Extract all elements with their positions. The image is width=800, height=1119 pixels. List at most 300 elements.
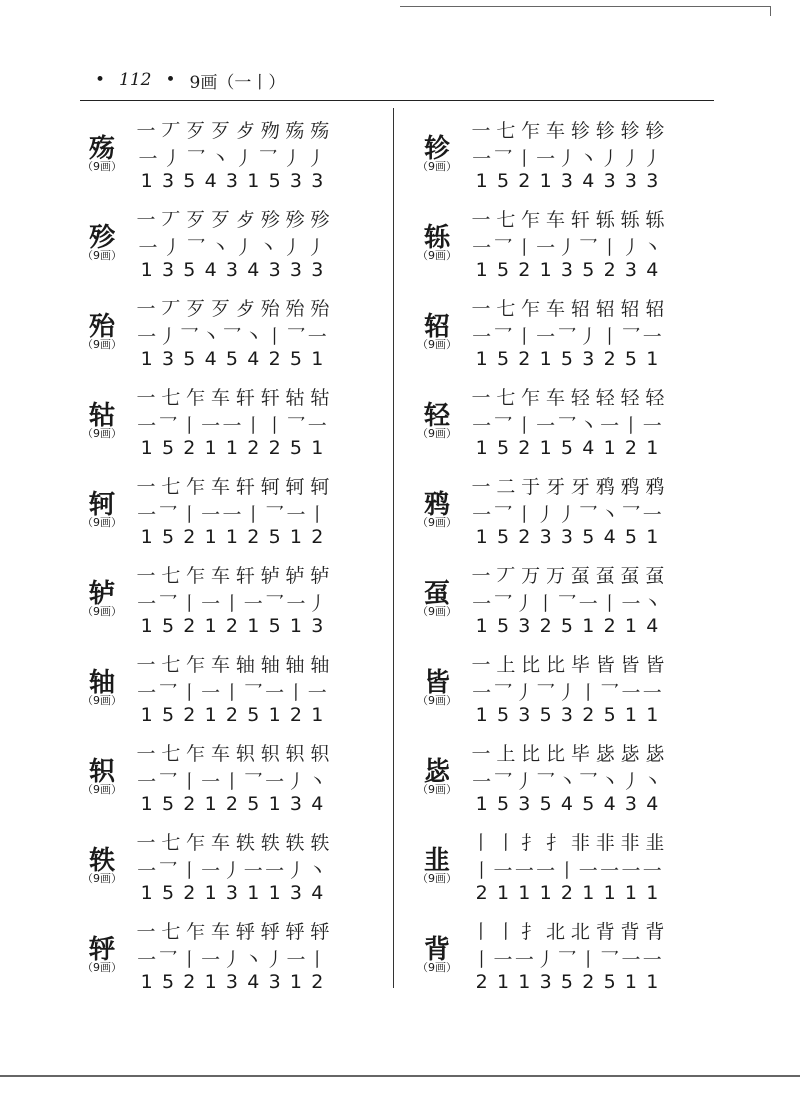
order-digit: 1: [518, 971, 531, 993]
order-digit: 2: [183, 971, 196, 993]
stroke-shape: 丶: [578, 148, 598, 170]
build-step: 轶: [260, 832, 278, 854]
order-digit: 1: [140, 615, 153, 637]
order-digit: 3: [624, 793, 637, 815]
build-step: 轺: [620, 298, 638, 320]
order-digit: 3: [518, 704, 531, 726]
character-entry: [405, 108, 735, 197]
build-step: 一: [471, 654, 489, 676]
build-step: 一: [471, 565, 489, 587]
stroke-build-sequence: [136, 383, 328, 410]
stroke-shape: 丨: [621, 415, 641, 437]
build-step: 轻: [595, 387, 613, 409]
build-step: 轹: [595, 209, 613, 231]
stroke-shape: 乛: [493, 237, 513, 259]
character-entry: [405, 197, 735, 286]
order-digit: 3: [225, 882, 239, 904]
scan-top-line: [400, 6, 770, 7]
order-digit: 1: [204, 793, 217, 815]
stroke-shape: 丨: [578, 682, 598, 704]
stroke-shape: 丨: [179, 593, 199, 615]
stroke-shape: 一: [222, 504, 242, 526]
stroke-shape: 一: [137, 771, 157, 793]
build-step: 于: [521, 476, 539, 498]
order-digit: 1: [268, 704, 281, 726]
stroke-shape: 丿: [578, 326, 598, 348]
stroke-shape: 丶: [307, 860, 327, 882]
scan-right-edge: [770, 6, 771, 16]
stroke-shape: 一: [137, 326, 157, 348]
head-character: 轴: [88, 668, 115, 698]
stroke-count-label: （9画）: [417, 338, 457, 351]
head-character: 殆: [88, 312, 115, 342]
build-step: 轶: [285, 832, 303, 854]
build-step: 乍: [186, 654, 204, 676]
stroke-shape: 丨: [179, 860, 199, 882]
build-step: 轵: [285, 743, 303, 765]
head-character: 鸦: [423, 490, 450, 520]
stroke-shape: 一: [137, 415, 157, 437]
stroke-shape: 丨: [265, 415, 285, 437]
character-entry: [70, 909, 400, 998]
order-digit: 4: [204, 348, 217, 370]
build-step: 毕: [570, 743, 588, 765]
order-digit: 5: [268, 526, 281, 548]
stroke-order-digits: [136, 348, 328, 370]
build-step: 车: [211, 743, 229, 765]
stroke-shape: 乛: [600, 949, 620, 971]
order-digit: 5: [161, 971, 175, 993]
build-step: 歾: [260, 120, 278, 142]
stroke-build-sequence: [471, 294, 663, 321]
stroke-order-digits: [471, 437, 663, 459]
build-step: 轵: [260, 743, 278, 765]
order-digit: 3: [518, 615, 531, 637]
stroke-count-label: （9画）: [82, 694, 122, 707]
build-step: 一: [136, 476, 154, 498]
character-entry: [70, 731, 400, 820]
build-step: 车: [211, 387, 229, 409]
order-digit: 4: [646, 793, 659, 815]
build-step: 七: [161, 654, 179, 676]
order-digit: 5: [183, 259, 196, 281]
stroke-build-sequence: [471, 116, 663, 143]
build-step: 车: [211, 476, 229, 498]
order-digit: 3: [161, 170, 175, 192]
stroke-shape-sequence: [471, 945, 663, 972]
order-digit: 3: [603, 170, 616, 192]
build-step: 一: [471, 120, 489, 142]
stroke-shape: 一: [493, 860, 513, 882]
order-digit: 2: [518, 259, 531, 281]
order-digit: 5: [496, 526, 510, 548]
stroke-order-digits: [471, 882, 663, 904]
stroke-shape-sequence: [136, 589, 328, 616]
build-step: 轺: [645, 298, 663, 320]
build-step: 一: [136, 743, 154, 765]
build-step: 一: [136, 298, 154, 320]
order-digit: 3: [289, 882, 302, 904]
stroke-shape: 一: [472, 682, 492, 704]
stroke-shape: 丿: [286, 860, 306, 882]
order-digit: 2: [247, 437, 260, 459]
build-step: 丆: [161, 298, 179, 320]
stroke-count-label: （9画）: [82, 249, 122, 262]
build-step: 轴: [285, 654, 303, 676]
order-digit: 5: [603, 704, 616, 726]
build-step: 轴: [310, 654, 328, 676]
build-step: 车: [546, 209, 564, 231]
head-character: 轲: [88, 490, 115, 520]
stroke-count-label: （9画）: [417, 427, 457, 440]
stroke-build-sequence: [471, 828, 663, 855]
build-step: 毕: [570, 654, 588, 676]
stroke-shape: 一: [137, 682, 157, 704]
order-digit: 1: [475, 259, 488, 281]
stroke-shape: 一: [265, 860, 285, 882]
stroke-shape: 一: [600, 860, 620, 882]
order-digit: 2: [603, 348, 616, 370]
order-digit: 3: [289, 170, 302, 192]
stroke-shape-sequence: [136, 500, 328, 527]
order-digit: 5: [496, 170, 510, 192]
build-step: 轲: [310, 476, 328, 498]
character-entry: [70, 553, 400, 642]
stroke-shape: 丨: [514, 237, 534, 259]
build-step: 殄: [310, 209, 328, 231]
build-step: 轸: [620, 120, 638, 142]
build-step: 比: [546, 654, 564, 676]
stroke-shape: 乛: [158, 860, 178, 882]
stroke-shape: 丿: [222, 949, 242, 971]
build-step: 上: [496, 654, 514, 676]
stroke-shape: 一: [201, 682, 221, 704]
stroke-shape: 一: [642, 415, 662, 437]
build-step: 七: [161, 387, 179, 409]
character-entry: [70, 375, 400, 464]
order-digit: 4: [582, 170, 595, 192]
stroke-count-label: （9画）: [417, 872, 457, 885]
stroke-shape: 乛: [493, 415, 513, 437]
build-step: 万: [546, 565, 564, 587]
stroke-shape: 丨: [179, 771, 199, 793]
stroke-order-digits: [136, 170, 328, 192]
order-digit: 1: [140, 526, 153, 548]
stroke-shape: 乛: [493, 593, 513, 615]
build-step: 鸦: [595, 476, 613, 498]
build-step: 殇: [285, 120, 303, 142]
build-step: 一: [471, 743, 489, 765]
order-digit: 1: [140, 437, 153, 459]
stroke-shape: 丿: [306, 148, 326, 170]
stroke-shape: 一: [201, 949, 221, 971]
stroke-shape: 一: [536, 237, 556, 259]
stroke-shape: 丨: [265, 326, 285, 348]
stroke-shape-sequence: [136, 144, 328, 171]
order-digit: 1: [646, 348, 659, 370]
order-digit: 5: [247, 704, 260, 726]
build-step: 轲: [285, 476, 303, 498]
stroke-shape: 乛: [258, 148, 278, 170]
build-step: 比: [521, 654, 539, 676]
build-step: 非: [620, 832, 638, 854]
order-digit: 2: [560, 882, 574, 904]
order-digit: 1: [475, 170, 488, 192]
order-digit: 5: [289, 348, 302, 370]
stroke-count-label: （9画）: [417, 249, 457, 262]
stroke-count-label: （9画）: [82, 427, 122, 440]
build-step: 七: [161, 743, 179, 765]
build-step: 轸: [570, 120, 588, 142]
build-step: 歹: [186, 209, 204, 231]
order-digit: 1: [496, 882, 510, 904]
order-digit: 3: [161, 259, 175, 281]
order-digit: 1: [624, 615, 637, 637]
stroke-shape: 乛: [286, 326, 306, 348]
stroke-shape: 丿: [162, 148, 182, 170]
stroke-shape-sequence: [136, 945, 328, 972]
stroke-shape: 丿: [514, 593, 534, 615]
stroke-shape: 乛: [621, 326, 641, 348]
order-digit: 5: [560, 437, 574, 459]
order-digit: 1: [539, 348, 552, 370]
build-step: 轷: [260, 921, 278, 943]
order-digit: 1: [624, 971, 637, 993]
stroke-shape: 乛: [578, 237, 598, 259]
order-digit: 1: [225, 526, 239, 548]
stroke-shape: 丨: [514, 148, 534, 170]
stroke-shape-sequence: [136, 678, 328, 705]
stroke-shape: 一: [138, 148, 158, 170]
stroke-shape: 丿: [162, 237, 182, 259]
stroke-shape: 一: [536, 860, 556, 882]
order-digit: 3: [268, 259, 281, 281]
build-step: 七: [496, 298, 514, 320]
stroke-shape-sequence: [136, 856, 328, 883]
order-digit: 3: [225, 259, 239, 281]
build-step: 比: [546, 743, 564, 765]
build-step: 乍: [186, 565, 204, 587]
stroke-shape-sequence: [471, 856, 663, 883]
character-entry: [405, 820, 735, 909]
stroke-shape: 丶: [210, 237, 230, 259]
stroke-shape: 丿: [621, 771, 641, 793]
head-character: 轻: [423, 401, 450, 431]
stroke-shape: 丿: [234, 237, 254, 259]
order-digit: 1: [204, 971, 217, 993]
stroke-build-sequence: [471, 917, 663, 944]
order-digit: 1: [289, 615, 302, 637]
order-digit: 4: [311, 882, 324, 904]
stroke-shape: 丶: [600, 771, 620, 793]
stroke-shape: 乛: [493, 504, 513, 526]
build-step: 歹: [211, 298, 229, 320]
build-step: 背: [620, 921, 638, 943]
order-digit: 5: [161, 526, 175, 548]
stroke-shape: 丨: [286, 682, 306, 704]
stroke-shape: 丶: [642, 593, 662, 615]
stroke-order-digits: [136, 882, 328, 904]
stroke-shape: 一: [472, 326, 492, 348]
header-bullet-left: •: [95, 70, 106, 90]
build-step: 轹: [645, 209, 663, 231]
order-digit: 2: [247, 526, 260, 548]
build-step: 殄: [285, 209, 303, 231]
build-step: 车: [211, 832, 229, 854]
stroke-shape: 丨: [536, 593, 556, 615]
order-digit: 4: [247, 259, 260, 281]
stroke-shape: 丿: [642, 148, 662, 170]
stroke-shape: 丨: [600, 326, 620, 348]
order-digit: 2: [225, 793, 239, 815]
stroke-shape: 丿: [621, 148, 641, 170]
stroke-count-label: （9画）: [82, 516, 122, 529]
build-step: 一: [471, 298, 489, 320]
order-digit: 2: [603, 259, 616, 281]
build-step: 七: [496, 209, 514, 231]
stroke-shape: 丨: [243, 415, 263, 437]
order-digit: 5: [268, 170, 281, 192]
stroke-shape: 乛: [265, 504, 285, 526]
stroke-build-sequence: [136, 650, 328, 677]
stroke-shape: 丿: [222, 860, 242, 882]
order-digit: 4: [582, 437, 595, 459]
stroke-shape: 乛: [222, 326, 242, 348]
build-step: 皆: [595, 654, 613, 676]
head-character: 韭: [423, 846, 450, 876]
page-number: 112: [119, 70, 152, 90]
order-digit: 2: [183, 793, 196, 815]
stroke-shape: 一: [201, 415, 221, 437]
build-step: 非: [595, 832, 613, 854]
stroke-shape-sequence: [471, 767, 663, 794]
stroke-shape-sequence: [471, 322, 663, 349]
stroke-shape: 乛: [621, 504, 641, 526]
stroke-count-label: （9画）: [82, 783, 122, 796]
stroke-shape: 丨: [578, 949, 598, 971]
stroke-order-digits: [471, 971, 663, 993]
order-digit: 1: [582, 882, 595, 904]
build-step: 皆: [645, 654, 663, 676]
stroke-shape: 丿: [234, 148, 254, 170]
stroke-shape: 一: [201, 771, 221, 793]
stroke-order-digits: [136, 615, 328, 637]
order-digit: 4: [204, 170, 217, 192]
order-digit: 4: [247, 348, 260, 370]
stroke-shape: 一: [578, 860, 598, 882]
order-digit: 2: [475, 882, 488, 904]
build-step: 歺: [235, 209, 253, 231]
stroke-shape: 丶: [258, 237, 278, 259]
head-character: 虿: [423, 579, 450, 609]
stroke-shape: 丨: [179, 682, 199, 704]
build-step: 一: [136, 387, 154, 409]
character-entry: [70, 197, 400, 286]
section-title: 9画（一丨）: [189, 72, 286, 93]
stroke-shape: 一: [307, 682, 327, 704]
stroke-build-sequence: [471, 650, 663, 677]
build-step: 乍: [186, 743, 204, 765]
build-step: 车: [546, 387, 564, 409]
order-digit: 2: [183, 882, 196, 904]
stroke-order-digits: [471, 170, 663, 192]
stroke-order-digits: [136, 259, 328, 281]
build-step: 轴: [235, 654, 253, 676]
stroke-shape: 一: [265, 771, 285, 793]
stroke-shape: 丶: [642, 237, 662, 259]
order-digit: 3: [560, 526, 574, 548]
order-digit: 5: [161, 704, 175, 726]
stroke-shape: 丶: [600, 504, 620, 526]
build-step: 轺: [570, 298, 588, 320]
order-digit: 1: [518, 882, 531, 904]
stroke-shape: 一: [201, 860, 221, 882]
build-step: 丨: [496, 832, 514, 854]
order-digit: 5: [624, 526, 637, 548]
order-digit: 3: [646, 170, 659, 192]
stroke-shape-sequence: [471, 678, 663, 705]
stroke-shape: 乛: [493, 771, 513, 793]
stroke-shape-sequence: [471, 500, 663, 527]
build-step: 轷: [235, 921, 253, 943]
head-character: 轳: [88, 579, 115, 609]
stroke-shape: 乛: [179, 326, 199, 348]
order-digit: 5: [560, 971, 574, 993]
stroke-shape-sequence: [136, 767, 328, 794]
build-step: 鸦: [645, 476, 663, 498]
stroke-shape: 丨: [472, 860, 492, 882]
build-step: 车: [546, 298, 564, 320]
stroke-shape: 一: [137, 949, 157, 971]
head-character: 毖: [423, 757, 450, 787]
stroke-build-sequence: [136, 472, 328, 499]
stroke-shape: 丨: [243, 504, 263, 526]
stroke-shape: 丿: [307, 593, 327, 615]
stroke-shape: 丿: [557, 682, 577, 704]
order-digit: 1: [247, 615, 260, 637]
build-step: 扌: [521, 832, 539, 854]
order-digit: 1: [646, 971, 659, 993]
order-digit: 2: [603, 615, 616, 637]
order-digit: 4: [603, 793, 616, 815]
order-digit: 2: [518, 170, 531, 192]
head-character: 轹: [423, 223, 450, 253]
stroke-shape: 丨: [307, 949, 327, 971]
order-digit: 1: [204, 704, 217, 726]
stroke-shape: 丶: [557, 771, 577, 793]
stroke-shape: 一: [536, 148, 556, 170]
character-entry: [70, 820, 400, 909]
order-digit: 1: [140, 882, 153, 904]
order-digit: 1: [603, 882, 616, 904]
stroke-shape: 丶: [201, 326, 221, 348]
order-digit: 1: [204, 437, 217, 459]
stroke-shape: 丨: [222, 771, 242, 793]
order-digit: 5: [496, 259, 510, 281]
order-digit: 3: [311, 170, 324, 192]
order-digit: 3: [225, 170, 239, 192]
build-step: 乍: [521, 298, 539, 320]
character-entry: [70, 642, 400, 731]
stroke-build-sequence: [471, 561, 663, 588]
order-digit: 4: [560, 793, 574, 815]
stroke-order-digits: [136, 526, 328, 548]
stroke-shape: 一: [243, 860, 263, 882]
build-step: 乍: [186, 921, 204, 943]
stroke-shape: 一: [621, 949, 641, 971]
build-step: 轵: [235, 743, 253, 765]
stroke-order-digits: [471, 526, 663, 548]
